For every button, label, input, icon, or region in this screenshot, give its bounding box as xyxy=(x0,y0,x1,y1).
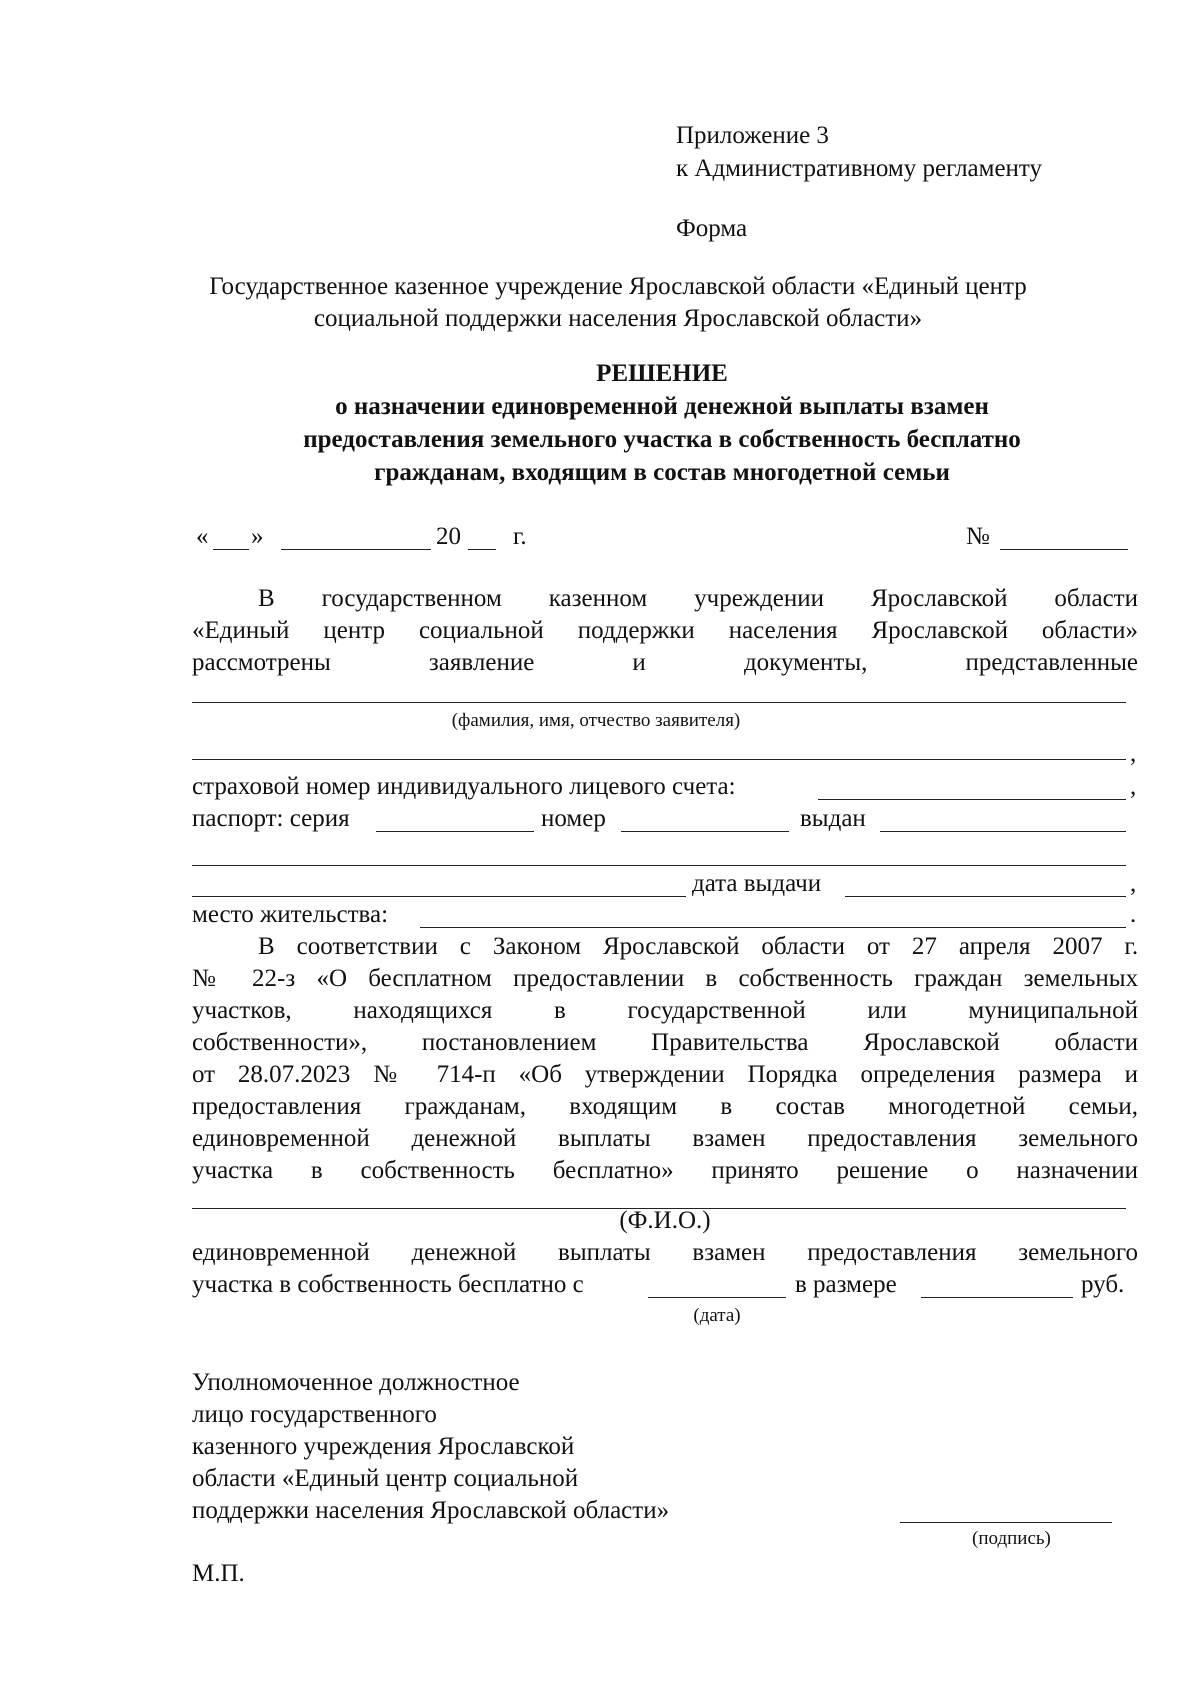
form-label: Форма xyxy=(676,215,748,242)
applicant-name-caption: (фамилия, имя, отчество заявителя) xyxy=(451,710,741,731)
decision-line-3: участков, находящихся в государственной или муниципальной xyxy=(192,997,1138,1024)
seal-place-label: М.П. xyxy=(192,1560,245,1587)
decision-line-1: В соответствии с Законом Ярославской области от 27 апреля 2007 г. xyxy=(258,933,1139,960)
passport-issued-label: выдан xyxy=(800,805,866,832)
issuer-continuation-field[interactable] xyxy=(192,896,686,897)
decision-line-6: предоставления гражданам, входящим в состав многодетной семьи, xyxy=(192,1093,1139,1120)
institution-line-2: социальной поддержки населения Ярославской области» xyxy=(313,305,923,332)
payment-start-label: участка в собственность бесплатно с xyxy=(192,1271,584,1298)
signatory-line-1: Уполномоченное должностное xyxy=(192,1369,520,1396)
residence-field[interactable] xyxy=(420,927,1126,928)
year-prefix: 20 xyxy=(436,523,461,550)
intro-line-1: В государственном казенном учреждении Ярославской области xyxy=(258,585,1138,612)
passport-series-field[interactable] xyxy=(376,831,534,832)
decision-line-8: участка в собственность бесплатно» принято решение о назначении xyxy=(192,1157,1139,1184)
passport-number-field[interactable] xyxy=(621,831,789,832)
number-sign: № xyxy=(966,523,990,550)
passport-issued-field[interactable] xyxy=(880,831,1126,832)
intro-line-2: «Единый центр социальной поддержки населения Ярославской области» xyxy=(192,617,1138,644)
signatory-line-4: области «Единый центр социальной xyxy=(192,1465,579,1492)
document-title: РЕШЕНИЕ xyxy=(596,360,728,387)
decision-line-4: собственности», постановлением Правительства Ярославской области xyxy=(192,1029,1139,1056)
signatory-line-3: казенного учреждения Ярославской xyxy=(192,1433,575,1460)
applicant-name-continuation-field[interactable] xyxy=(192,759,1126,760)
title-line-3: гражданам, входящим в состав многодетной семьи xyxy=(374,459,950,486)
comma: , xyxy=(1130,740,1137,767)
decision-line-9: единовременной денежной выплаты взамен предоставления земельного xyxy=(192,1239,1138,1266)
month-blank[interactable] xyxy=(281,549,431,550)
comma: , xyxy=(1130,870,1137,897)
year-suffix: г. xyxy=(513,523,527,550)
snils-label: страховой номер индивидуального лицевого счета: xyxy=(192,773,736,800)
signatory-line-5: поддержки населения Ярославской области» xyxy=(192,1497,670,1524)
payment-date-caption: (дата) xyxy=(693,1305,741,1326)
year-blank[interactable] xyxy=(468,549,496,550)
issue-date-label: дата выдачи xyxy=(692,870,822,897)
title-line-1: о назначении единовременной денежной выплаты взамен xyxy=(335,393,989,420)
payment-amount-field[interactable] xyxy=(921,1297,1073,1298)
issue-date-field[interactable] xyxy=(845,896,1126,897)
issuer-field[interactable] xyxy=(192,865,1126,866)
passport-series-label: паспорт: серия xyxy=(192,805,350,832)
day-blank[interactable] xyxy=(213,549,249,550)
intro-line-3: рассмотрены заявление и документы, представленные xyxy=(192,649,1139,676)
appendix-reference: к Административному регламенту xyxy=(676,155,1043,182)
passport-number-label: номер xyxy=(541,805,606,832)
residence-label: место жительства: xyxy=(192,901,389,928)
date-close-quote: » xyxy=(251,523,264,550)
appendix-number: Приложение 3 xyxy=(676,122,829,149)
signature-field[interactable] xyxy=(900,1522,1112,1523)
decision-line-7: единовременной денежной выплаты взамен предоставления земельного xyxy=(192,1125,1138,1152)
currency-label: руб. xyxy=(1081,1271,1125,1298)
signature-caption: (подпись) xyxy=(972,1528,1051,1549)
payment-start-date-field[interactable] xyxy=(648,1297,786,1298)
institution-line-1: Государственное казенное учреждение Ярославской области «Единый центр xyxy=(209,273,1027,300)
snils-field[interactable] xyxy=(818,799,1126,800)
applicant-name-field[interactable] xyxy=(192,702,1126,703)
decision-number-blank[interactable] xyxy=(1000,549,1128,550)
period: . xyxy=(1130,901,1137,928)
decision-line-2: № 22-з «О бесплатном предоставлении в собственность граждан земельных xyxy=(192,965,1139,992)
comma: , xyxy=(1130,773,1137,800)
date-open-quote: « xyxy=(196,523,209,550)
recipient-name-caption: (Ф.И.О.) xyxy=(619,1207,711,1234)
signatory-line-2: лицо государственного xyxy=(192,1401,437,1428)
decision-line-5: от 28.07.2023 № 714-п «Об утверждении Порядка определения размера и xyxy=(192,1061,1139,1088)
title-line-2: предоставления земельного участка в собственность бесплатно xyxy=(303,426,1021,453)
payment-amount-label: в размере xyxy=(795,1271,897,1298)
